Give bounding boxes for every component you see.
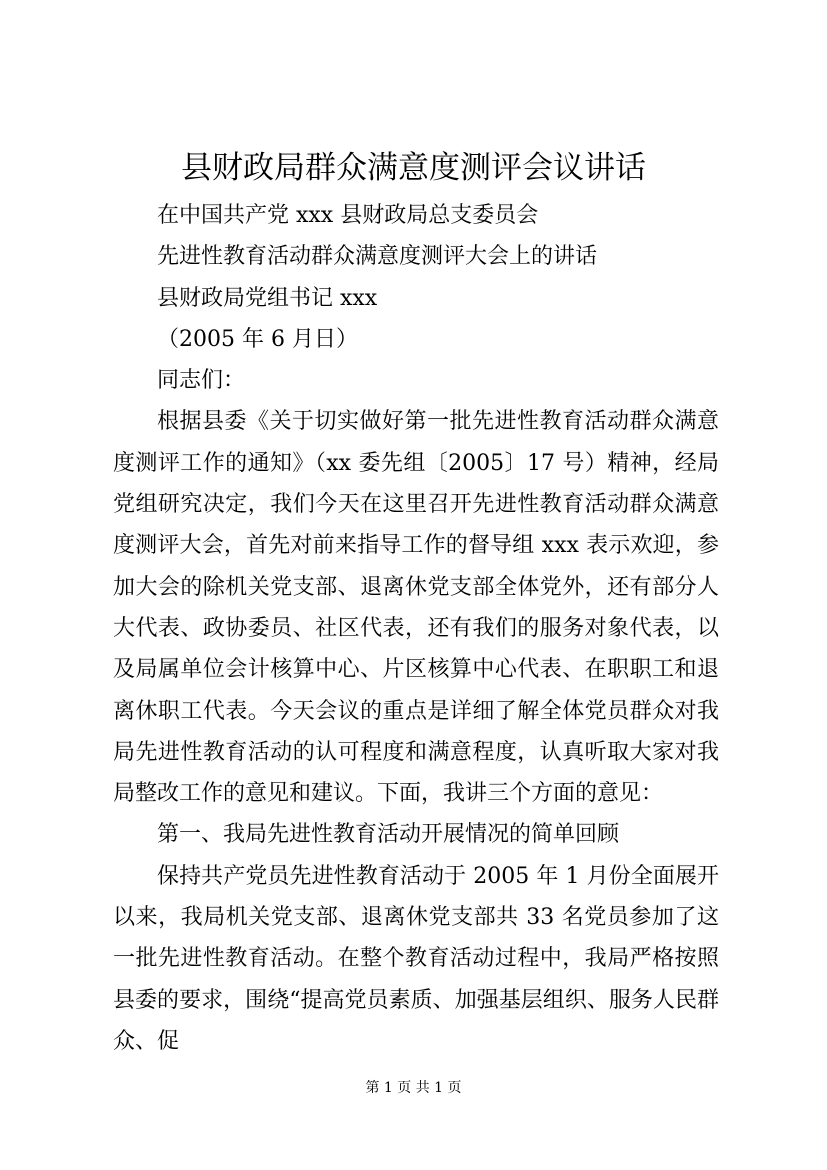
- paragraph-2: 保持共产党员先进性教育活动于 2005 年 1 月份全面展开以来，我局机关党支部、退离休党支部共 33 名党员参加了这一批先进性教育活动。在整个教育活动过程中，我局严格按照县委的要求，围绕“提高党员素质、加强基层组织、服务人民群众、促: [113, 863, 719, 1054]
- document-body: [113, 195, 719, 1062]
- paragraph-1: 根据县委《关于切实做好第一批先进性教育活动群众满意度测评工作的通知》（xx 委先组〔2005〕17 号）精神，经局党组研究决定，我们今天在这里召开先进性教育活动群众满意度测评大会，首先对前来指导工作的督导组 xxx 表示欢迎，参加大会的除机关党支部、退离休党支部全体党外，还有部分人大代表、政协委员、社区代表，还有我们的服务对象代表，以及局属单位会计核算中心、片区核算中心代表、在职职工和退离休职工代表。今天会议的重点是详细了解全体党员群众对我局先进性教育活动的认可程度和满意程度，认真听取大家对我局整改工作的意见和建议。下面，我讲三个方面的意见：: [113, 409, 719, 807]
- salutation: 同志们：: [157, 368, 246, 394]
- section-heading-1: 第一、我局先进性教育活动开展情况的简单回顾: [157, 822, 620, 848]
- date-line: （2005 年 6 月日）: [157, 326, 358, 352]
- addressee-line-1: 在中国共产党 xxx 县财政局总支委员会: [157, 203, 539, 228]
- speaker-line: 县财政局党组书记 xxx: [157, 285, 378, 311]
- addressee-line-2: 先进性教育活动群众满意度测评大会上的讲话: [157, 244, 598, 270]
- document-title: 县财政局群众满意度测评会议讲话: [181, 150, 646, 186]
- page-footer: 第 1 页 共 1 页: [365, 1080, 462, 1096]
